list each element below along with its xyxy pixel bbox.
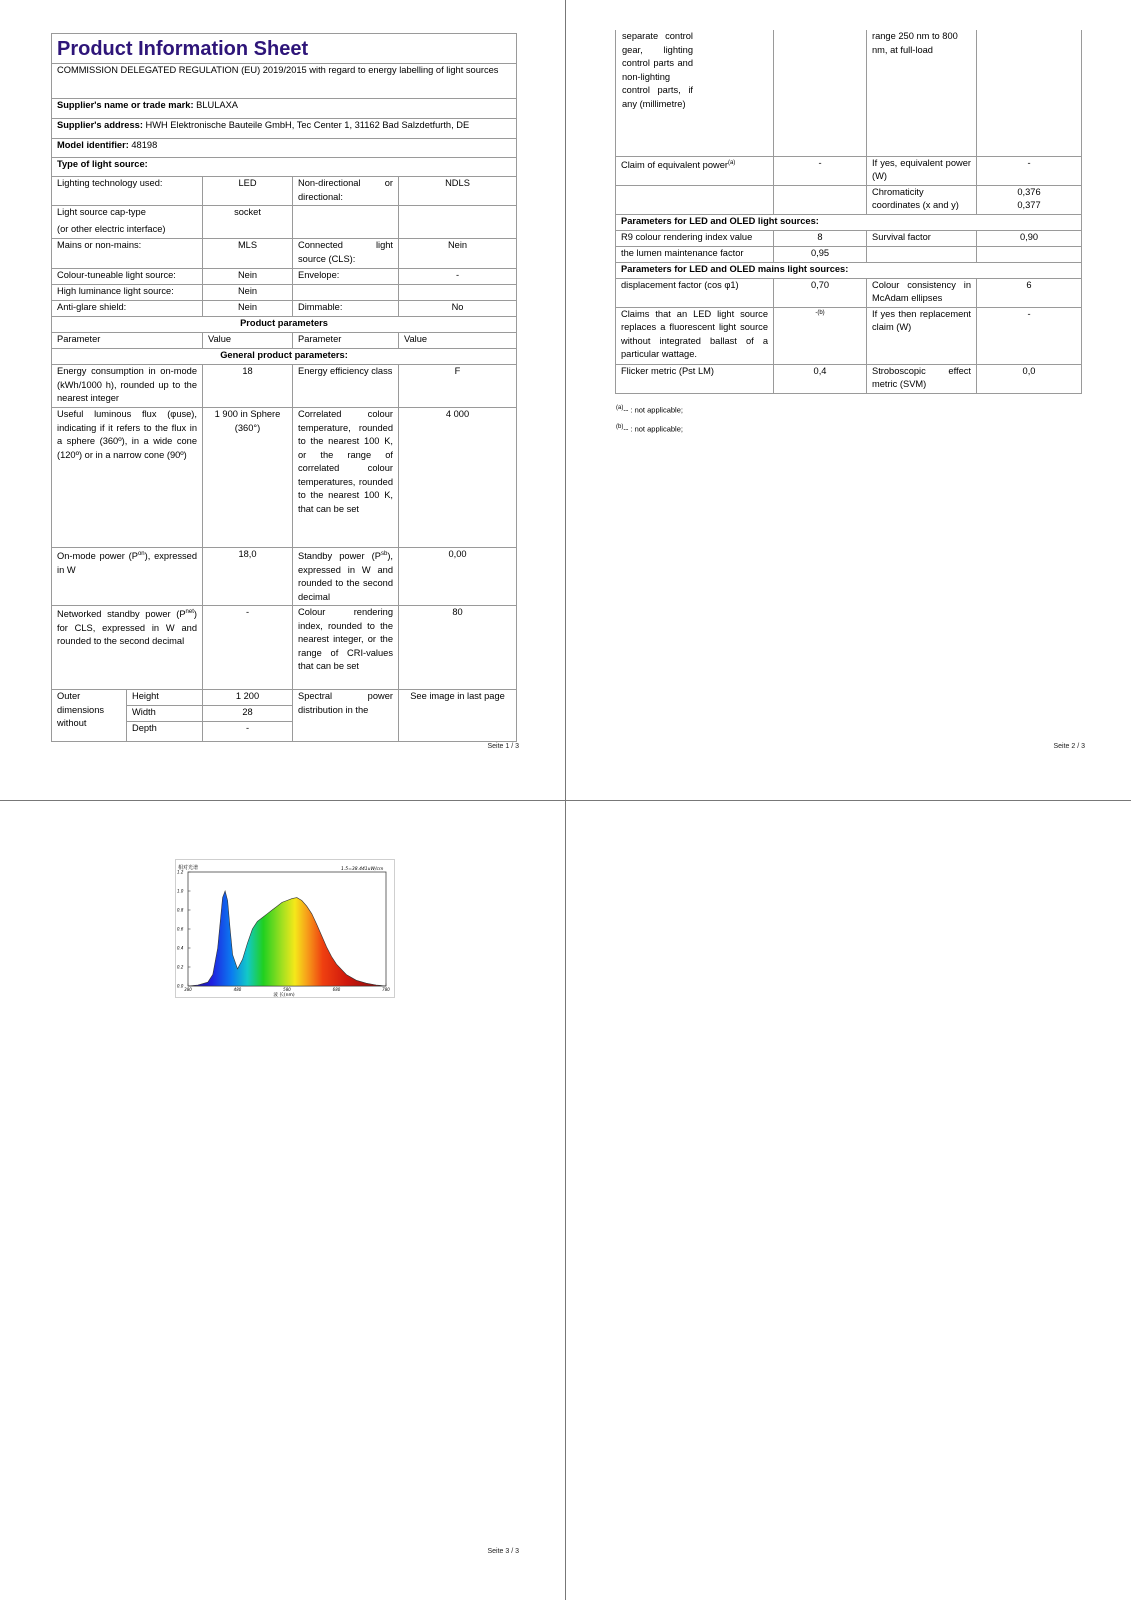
spd-value: See image in last page (399, 690, 517, 742)
outer-dimensions-label: Outer dimensions without (52, 690, 127, 742)
empty-cell (399, 285, 517, 301)
x-axis-label: 波 长(nm) (273, 993, 295, 997)
depth-label: Depth (127, 722, 203, 742)
page-break-mask (0, 748, 565, 756)
y-axis-ticks (177, 870, 191, 989)
footnote-b (616, 419, 683, 438)
spd-label: Spectral power distribution in the (293, 690, 399, 742)
on-mode-power-value: 18,0 (203, 548, 293, 606)
efficiency-class-value: F (399, 365, 517, 408)
colour-consistency-value: 6 (977, 278, 1082, 307)
networked-standby-subscript: net (185, 609, 194, 615)
networked-standby-value: - (203, 606, 293, 690)
column-header-value-2: Value (399, 333, 517, 349)
lighting-technology-label: Lighting technology used: (52, 177, 203, 206)
height-value: 1 200 (203, 690, 293, 706)
led-parameters-table (615, 30, 1082, 394)
x-tick-label: 580 (283, 987, 291, 992)
luminous-flux-value: 1 900 in Sphere (360°) (203, 408, 293, 548)
equivalent-power-claim-value: - (774, 156, 867, 185)
cri-value: 80 (399, 606, 517, 690)
footnote-a-text: -- : not applicable; (623, 405, 683, 415)
cap-type-label (52, 206, 203, 239)
flicker-metric-label: Flicker metric (Pst LM) (616, 364, 774, 393)
efficiency-class-label: Energy efficiency class (293, 365, 399, 408)
page-footer: Seite 3 / 3 (487, 1548, 519, 1555)
lumen-maintenance-value: 0,95 (774, 246, 867, 262)
empty-cell (867, 246, 977, 262)
survival-factor-label: Survival factor (867, 230, 977, 246)
colour-tuneable-value: Nein (203, 269, 293, 285)
fluorescent-claim-label: Claims that an LED light source replaces a fluorescent light source without integrated ballast of a particular wattage. (616, 307, 774, 364)
regulation-text: COMMISSION DELEGATED REGULATION (EU) 2019/2015 with regard to energy labelling of light sources (52, 64, 517, 99)
energy-consumption-value: 18 (203, 365, 293, 408)
energy-consumption-label: Energy consumption in on-mode (kWh/1000 h), rounded up to the nearest integer (52, 365, 203, 408)
supplier-name-value: BLULAXA (196, 100, 238, 110)
footnote-a-mark: (a) (616, 405, 624, 411)
high-luminance-label: High luminance light source: (52, 285, 203, 301)
page-footer: Seite 1 / 3 (487, 743, 519, 750)
width-label: Width (127, 706, 203, 722)
equivalent-power-claim-text: Claim of equivalent power (621, 159, 728, 170)
supplier-address-value: HWH Elektronische Bauteile GmbH, Tec Center 1, 31162 Bad Salzdetfurth, DE (145, 120, 470, 130)
column-header-value: Value (203, 333, 293, 349)
model-label: Model identifier: (57, 140, 129, 150)
footnotes (616, 400, 683, 437)
equivalent-power-claim-footnote: (a) (727, 159, 736, 166)
empty-cell (616, 185, 774, 214)
page-footer: Seite 2 / 3 (1053, 743, 1085, 750)
on-mode-power-subscript: on (137, 551, 145, 557)
y-tick-label: 0.8 (177, 907, 184, 913)
colour-consistency-label: Colour consistency in McAdam ellipses (867, 278, 977, 307)
dimmable-value: No (399, 301, 517, 317)
replacement-claim-label: If yes then replacement claim (W) (867, 307, 977, 364)
mains-value: MLS (203, 239, 293, 269)
cap-type-value: socket (203, 206, 293, 239)
led-params-heading: Parameters for LED and OLED light sources: (616, 214, 1082, 230)
continued-range-label: range 250 nm to 800 nm, at full-load (867, 30, 977, 156)
x-tick-label: 780 (382, 987, 390, 992)
chromaticity-y: 0,377 (1017, 200, 1041, 210)
page-title: Product Information Sheet (52, 34, 517, 64)
continued-label: separate control gear, lighting control parts and non-lighting control parts, if any (millimetre) (616, 30, 774, 156)
anti-glare-label: Anti-glare shield: (52, 301, 203, 317)
cct-label: Correlated colour temperature, rounded to the nearest 100 K, or the range of correlated colour temperatures, rounded to the nearest 100 K, that can be set (293, 408, 399, 548)
cap-type-label-line2: (or other electric interface) (57, 223, 166, 234)
y-tick-label: 0.4 (177, 945, 184, 951)
supplier-name-row (52, 99, 517, 119)
equivalent-power-value: - (977, 156, 1082, 185)
empty-cell (774, 185, 867, 214)
directional-value: NDLS (399, 177, 517, 206)
cls-label: Connected light source (CLS): (293, 239, 399, 269)
on-mode-power-label-text-end: ), expressed in W (57, 551, 197, 575)
spectrum-svg (176, 860, 394, 997)
supplier-name-label: Supplier's name or trade mark: (57, 100, 194, 110)
envelope-label: Envelope: (293, 269, 399, 285)
standby-power-label (293, 548, 399, 606)
supplier-address-row (52, 119, 517, 139)
displacement-factor-value: 0,70 (774, 278, 867, 307)
width-value: 28 (203, 706, 293, 722)
y-tick-label: 0.0 (177, 983, 184, 989)
cls-value: Nein (399, 239, 517, 269)
anti-glare-value: Nein (203, 301, 293, 317)
on-mode-power-label (52, 548, 203, 606)
product-information-table (51, 33, 517, 742)
displacement-factor-label: displacement factor (cos φ1) (616, 278, 774, 307)
standby-power-label-text-end: ), expressed in W and rounded to the second decimal (298, 551, 393, 602)
networked-standby-label (52, 606, 203, 690)
height-label: Height (127, 690, 203, 706)
x-tick-label: 480 (233, 987, 242, 992)
on-mode-power-label-text: On-mode power (P (57, 551, 138, 562)
empty-cell (293, 206, 399, 239)
lumen-maintenance-label: the lumen maintenance factor (616, 246, 774, 262)
product-params-heading: Product parameters (52, 317, 517, 333)
chromaticity-label: Chromaticity coordinates (x and y) (867, 185, 977, 214)
supplier-address-label: Supplier's address: (57, 120, 143, 130)
footnote-a (616, 400, 683, 419)
flicker-metric-value: 0,4 (774, 364, 867, 393)
empty-cell (293, 285, 399, 301)
standby-power-value: 0,00 (399, 548, 517, 606)
survival-factor-value: 0,90 (977, 230, 1082, 246)
footnote-b-text: -- : not applicable; (623, 424, 683, 433)
standby-power-subscript: sb (380, 551, 388, 557)
directional-label: Non-directional or directional: (293, 177, 399, 206)
mains-label: Mains or non-mains: (52, 239, 203, 269)
standby-power-label-text: Standby power (P (298, 551, 381, 562)
r9-label: R9 colour rendering index value (616, 230, 774, 246)
y-tick-label: 1.2 (177, 869, 184, 875)
model-row (52, 139, 517, 158)
empty-cell (977, 246, 1082, 262)
page-3 (0, 801, 566, 1600)
y-tick-label: 1.0 (177, 888, 184, 894)
empty-cell (399, 206, 517, 239)
column-header-parameter-2: Parameter (293, 333, 399, 349)
footnote-b-mark: (b) (616, 423, 624, 430)
x-tick-label: 380 (184, 987, 192, 992)
high-luminance-value: Nein (203, 285, 293, 301)
networked-standby-label-text-end: ) for CLS, expressed in W and rounded to the second decimal (57, 609, 197, 647)
depth-value: - (203, 722, 293, 742)
empty-cell (977, 30, 1082, 156)
dimmable-label: Dimmable: (293, 301, 399, 317)
y-tick-label: 0.6 (177, 926, 184, 932)
spectrum-area (188, 891, 386, 986)
equivalent-power-claim-label (616, 156, 774, 185)
replacement-claim-value: - (977, 307, 1082, 364)
r9-value: 8 (774, 230, 867, 246)
chromaticity-value (977, 185, 1082, 214)
colour-tuneable-label: Colour-tuneable light source: (52, 269, 203, 285)
stroboscopic-metric-label: Stroboscopic effect metric (SVM) (867, 364, 977, 393)
model-value: 48198 (131, 140, 158, 150)
page-4-blank (566, 801, 1131, 1600)
type-heading: Type of light source: (52, 158, 517, 177)
cct-value: 4 000 (399, 408, 517, 548)
x-tick-label: 680 (332, 987, 341, 992)
cri-label: Colour rendering index, rounded to the nearest integer, or the range of CRI-values that can be set (293, 606, 399, 690)
fluorescent-claim-value: -(b) (774, 307, 867, 364)
spectral-power-distribution-chart (175, 859, 395, 998)
cap-type-label-line1: Light source cap-type (57, 207, 146, 217)
page-2 (566, 0, 1131, 801)
chart-header-right: 1.5=38.441uW/cm (341, 867, 384, 872)
lighting-technology-value: LED (203, 177, 293, 206)
general-params-heading: General product parameters: (52, 349, 517, 365)
mains-params-heading: Parameters for LED and OLED mains light sources: (616, 262, 1082, 278)
envelope-value: - (399, 269, 517, 285)
stroboscopic-metric-value: 0,0 (977, 364, 1082, 393)
column-header-parameter: Parameter (52, 333, 203, 349)
y-tick-label: 0.2 (177, 964, 184, 970)
chart-title: 相对光谱 (178, 865, 199, 871)
equivalent-power-label: If yes, equivalent power (W) (867, 156, 977, 185)
chromaticity-x: 0,376 (1017, 186, 1041, 197)
page-1 (0, 0, 566, 801)
empty-cell (774, 30, 867, 156)
luminous-flux-label: Useful luminous flux (φuse), indicating if it refers to the flux in a sphere (360º), in a wide cone (120º) or in a narrow cone (90º) (52, 408, 203, 548)
networked-standby-label-text: Networked standby power (P (57, 609, 186, 620)
